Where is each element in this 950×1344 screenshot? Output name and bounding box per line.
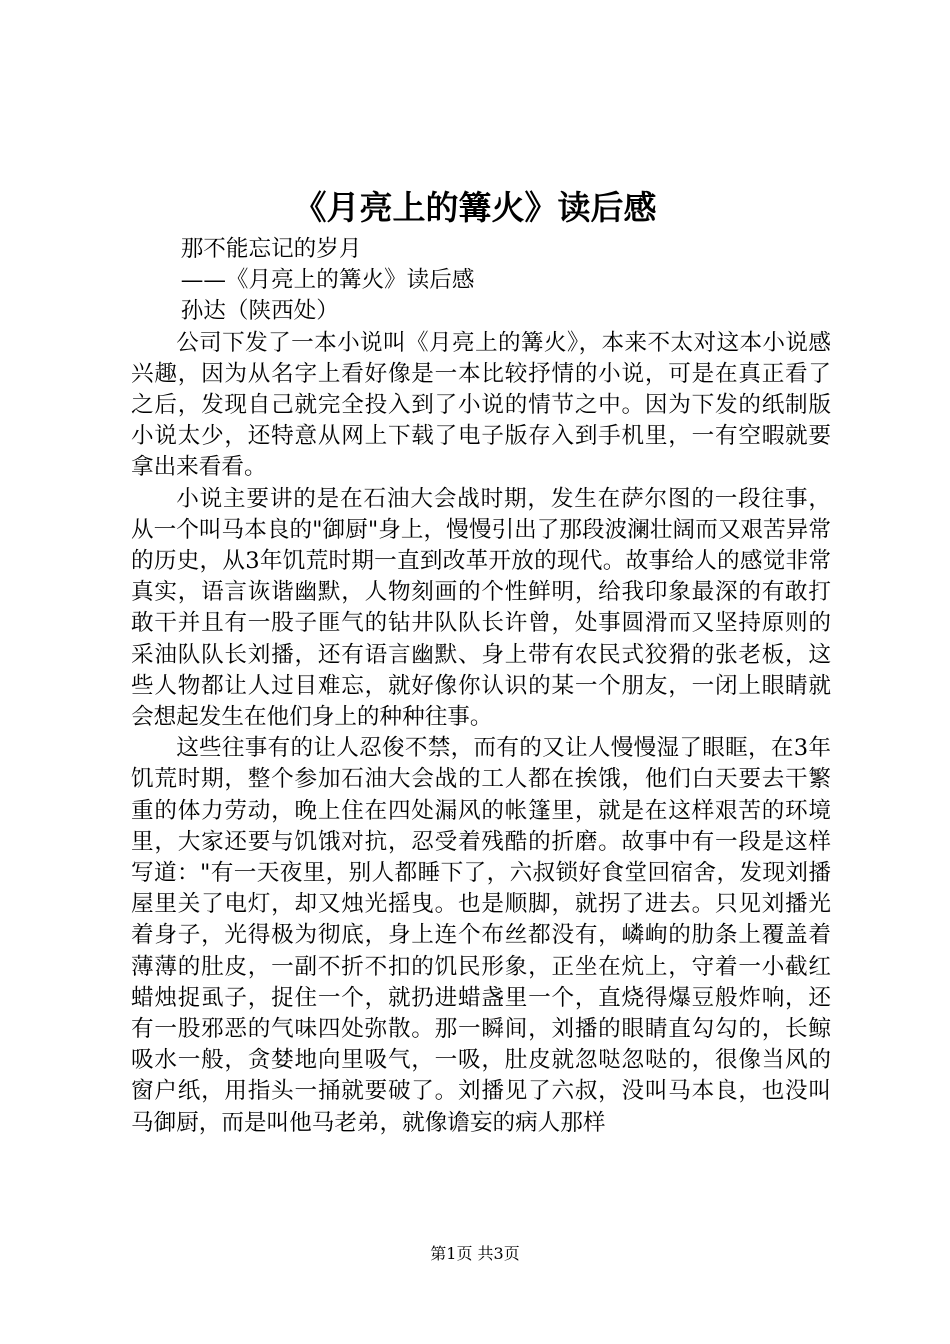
subtitle-line: 那不能忘记的岁月 xyxy=(180,236,362,262)
body-paragraph: 这些往事有的让人忍俊不禁，而有的又让人慢慢湿了眼眶，在3年饥荒时期，整个参加石油大会战的工人都在挨饿，他们白天要去干繁重的体力劳动，晚上住在四处漏风的帐篷里，就是在这样艰苦的环境里，大家还要与饥饿对抗，忍受着残酷的折磨。故事中有一段是这样写道："有一天夜里，别人都睡下了，六叔锁好食堂回宿舍，发现刘播屋里关了电灯，却又烛光摇曳。也是顺脚，就拐了进去。只见刘播光着身子，光得极为彻底，身上连个布丝都没有，嶙峋的肋条上覆盖着薄薄的肚皮，一副不折不扣的饥民形象，正坐在炕上，守着一小截红蜡烛捉虱子，捉住一个，就扔进蜡盏里一个，直烧得爆豆般炸响，还有一股邪恶的气味四处弥散。那一瞬间，刘播的眼睛直勾勾的，长鲸吸水一般，贪婪地向里吸气，一吸，肚皮就忽哒忽哒的，很像当风的窗户纸，用指头一捅就要破了。刘播见了六叔，没叫马本良，也没叫马御厨，而是叫他马老弟，就像谵妄的病人那样 xyxy=(131,735,831,1136)
author-line: 孙达（陕西处） xyxy=(180,298,339,325)
body-paragraph: 小说主要讲的是在石油大会战时期，发生在萨尔图的一段往事，从一个叫马本良的"御厨"身上，慢慢引出了那段波澜壮阔而又艰苦异常的历史，从3年饥荒时期一直到改革开放的现代。故事给人的感觉非常真实，语言诙谐幽默，人物刻画的个性鲜明，给我印象最深的有敢打敢干并且有一股子匪气的钻井队队长许曾，处事圆滑而又坚持原则的采油队队长刘播，还有语言幽默、身上带有农民式狡猾的张老板，这些人物都让人过目难忘，就好像你认识的某一个朋友，一闭上眼睛就会想起发生在他们身上的种种往事。 xyxy=(131,485,831,731)
subtitle-line: ——《月亮上的篝火》读后感 xyxy=(180,267,475,294)
document-title: 《月亮上的篝火》读后感 xyxy=(293,188,657,227)
page-footer: 第1页 共3页 xyxy=(430,1244,520,1263)
document-body xyxy=(131,234,831,1139)
body-paragraph: 公司下发了一本小说叫《月亮上的篝火》，本来不太对这本小说感兴趣，因为从名字上看好像是一本比较抒情的小说，可是在真正看了之后，发现自己就完全投入到了小说的情节之中。因为下发的纸制版小说太少，还特意从网上下载了电子版存入到手机里，一有空暇就要拿出来看看。 xyxy=(131,329,831,481)
